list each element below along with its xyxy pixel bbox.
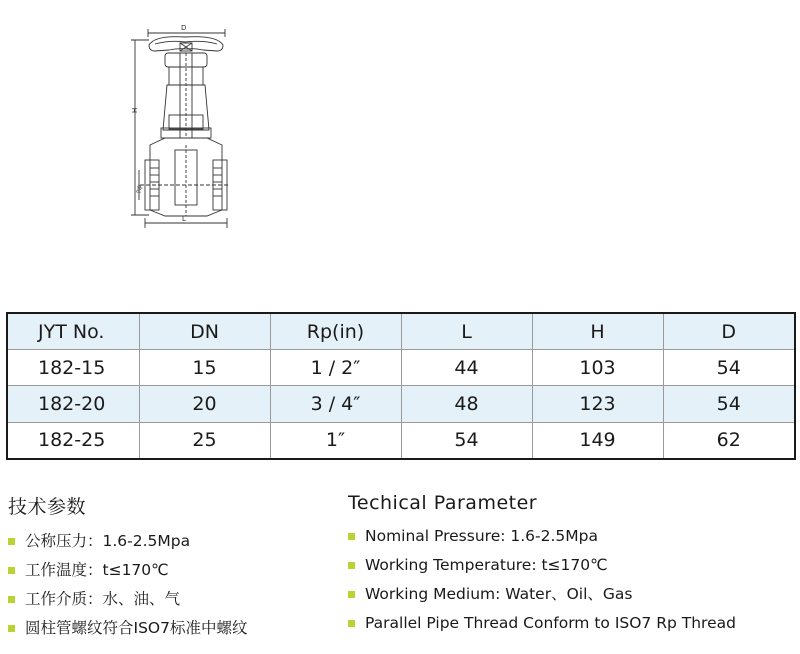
table-cell: 182-15 bbox=[8, 350, 139, 386]
table-cell: 182-20 bbox=[8, 386, 139, 422]
list-item bbox=[8, 585, 247, 614]
table-cell: 54 bbox=[663, 350, 794, 386]
bullet-icon bbox=[8, 538, 15, 545]
table-cell: 182-25 bbox=[8, 422, 139, 458]
list-item bbox=[8, 556, 247, 585]
list-item bbox=[348, 609, 736, 638]
col-header: Rp(in) bbox=[270, 314, 401, 350]
table-cell: 1 / 2″ bbox=[270, 350, 401, 386]
dim-label-l: L bbox=[182, 215, 186, 223]
params-english bbox=[348, 492, 736, 638]
table-header-row bbox=[8, 314, 794, 350]
dim-label-rp: Rp bbox=[136, 185, 143, 193]
list-item bbox=[8, 527, 247, 556]
list-item bbox=[348, 522, 736, 551]
bullet-icon bbox=[8, 567, 15, 574]
bullet-icon bbox=[8, 596, 15, 603]
col-header: DN bbox=[139, 314, 270, 350]
table-cell: 25 bbox=[139, 422, 270, 458]
params-cn-title: 技术参数 bbox=[8, 496, 87, 518]
col-header: JYT No. bbox=[8, 314, 139, 350]
table-cell: 44 bbox=[401, 350, 532, 386]
list-item-text: 工作介质：水、油、气 bbox=[25, 590, 181, 608]
list-item-text: Parallel Pipe Thread Conform to ISO7 Rp Thread bbox=[365, 614, 736, 632]
list-item-text: 工作温度：t≤170℃ bbox=[25, 561, 169, 579]
table-cell: 54 bbox=[663, 386, 794, 422]
dim-label-h: H bbox=[131, 107, 139, 113]
table-cell: 3 / 4″ bbox=[270, 386, 401, 422]
col-header: L bbox=[401, 314, 532, 350]
gate-valve-drawing bbox=[125, 20, 235, 230]
table-cell: 15 bbox=[139, 350, 270, 386]
bullet-icon bbox=[348, 620, 355, 627]
list-item-text: 圆柱管螺纹符合ISO7标准中螺纹 bbox=[25, 619, 248, 637]
list-item-text: Nominal Pressure: 1.6-2.5Mpa bbox=[365, 527, 598, 545]
table-cell: 149 bbox=[532, 422, 663, 458]
table-cell: 62 bbox=[716, 429, 741, 452]
dim-label-d: D bbox=[181, 24, 187, 32]
params-en-title: Techical Parameter bbox=[348, 492, 538, 514]
table-row bbox=[8, 422, 794, 458]
params-cn-list bbox=[8, 527, 247, 643]
bullet-icon bbox=[8, 625, 15, 632]
bullet-icon bbox=[348, 562, 355, 569]
table-row bbox=[8, 386, 794, 422]
bullet-icon bbox=[348, 591, 355, 598]
col-header: H bbox=[532, 314, 663, 350]
list-item-text: 公称压力：1.6-2.5Mpa bbox=[25, 532, 191, 550]
table-cell: 103 bbox=[532, 350, 663, 386]
list-item-text: Working Temperature: t≤170℃ bbox=[365, 556, 608, 574]
table-cell: 123 bbox=[532, 386, 663, 422]
table-cell: 1″ bbox=[270, 422, 401, 458]
bullet-icon bbox=[348, 533, 355, 540]
table-cell: 20 bbox=[139, 386, 270, 422]
params-chinese bbox=[8, 492, 247, 643]
list-item bbox=[348, 551, 736, 580]
table-row bbox=[8, 350, 794, 386]
spec-table bbox=[6, 312, 796, 460]
table-cell: 48 bbox=[401, 386, 532, 422]
col-header: D bbox=[663, 314, 794, 350]
list-item bbox=[8, 614, 247, 643]
list-item bbox=[348, 580, 736, 609]
params-en-list bbox=[348, 522, 736, 638]
list-item-text: Working Medium: Water、Oil、Gas bbox=[365, 585, 633, 603]
table-cell: 54 bbox=[401, 422, 532, 458]
